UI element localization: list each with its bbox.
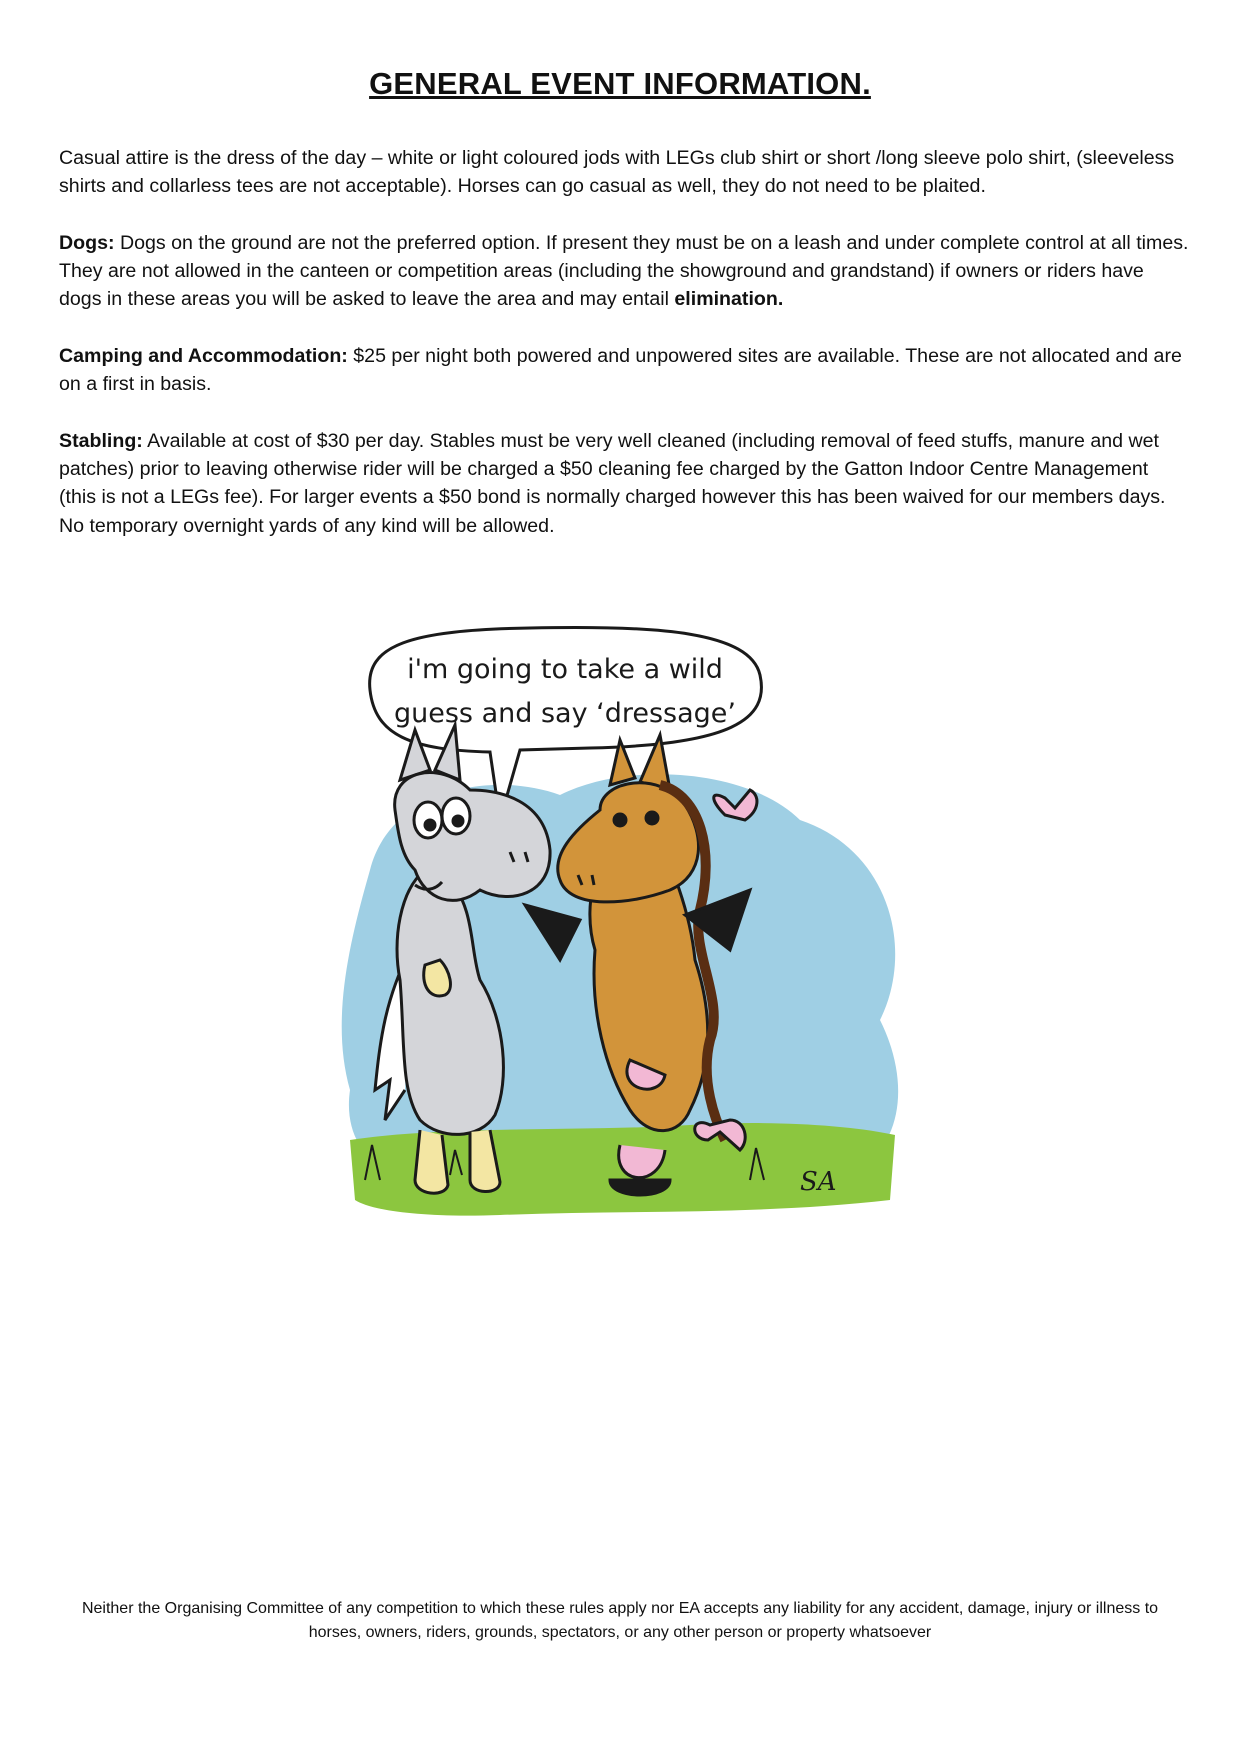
dressage-cartoon xyxy=(330,620,920,1260)
dogs-emphasis: elimination. xyxy=(674,288,784,311)
stabling-section xyxy=(59,427,1189,540)
camping-paragraph xyxy=(59,342,1189,398)
attire-section xyxy=(59,144,1189,200)
camping-section xyxy=(59,342,1189,398)
speech-line-2: guess and say ‘dressage’ xyxy=(394,698,736,729)
dogs-text: Dogs on the ground are not the preferred option. If present they must be on a leash and under complete control at all times. They are not allowed in the canteen or competition areas (including the showground and grandstand) if owners or riders have dogs in these areas you will be asked to leave the area and may entail xyxy=(59,232,1189,311)
dogs-section xyxy=(59,229,1189,314)
artist-signature: SA xyxy=(800,1167,837,1197)
dogs-label: Dogs: xyxy=(59,232,115,254)
stabling-paragraph xyxy=(59,427,1189,540)
camping-text: $25 per night both powered and unpowered sites are available. These are not allocated and are on a first in basis. xyxy=(59,345,1182,396)
page-title: GENERAL EVENT INFORMATION. xyxy=(369,66,871,101)
stabling-text: Available at cost of $30 per day. Stables must be very well cleaned (including removal of feed stuffs, manure and wet patches) prior to leaving otherwise rider will be charged a $50 cleaning fee charged by the Gatton Indoor Centre Management (this is not a LEGs fee). For larger events a $50 bond is normally charged however this has been waived for our members days. No temporary overnight yards of any kind will be allowed. xyxy=(59,430,1166,537)
speech-line-1: i'm going to take a wild xyxy=(407,654,723,685)
stabling-label: Stabling: xyxy=(59,430,143,452)
attire-text: Casual attire is the dress of the day – white or light coloured jods with LEGs club shirt or short /long sleeve polo shirt, (sleeveless shirts and collarless tees are not acceptable). Horses can go casual as well, they do not need to be plaited. xyxy=(59,147,1175,198)
footer-disclaimer: Neither the Organising Committee of any competition to which these rules apply nor EA accepts any liability for any accident, damage, injury or illness to horses, owners, riders, grounds, spectators, or any other person or property whatsoever xyxy=(81,1600,1159,1641)
camping-label: Camping and Accommodation: xyxy=(59,345,348,367)
dogs-paragraph xyxy=(59,229,1189,314)
